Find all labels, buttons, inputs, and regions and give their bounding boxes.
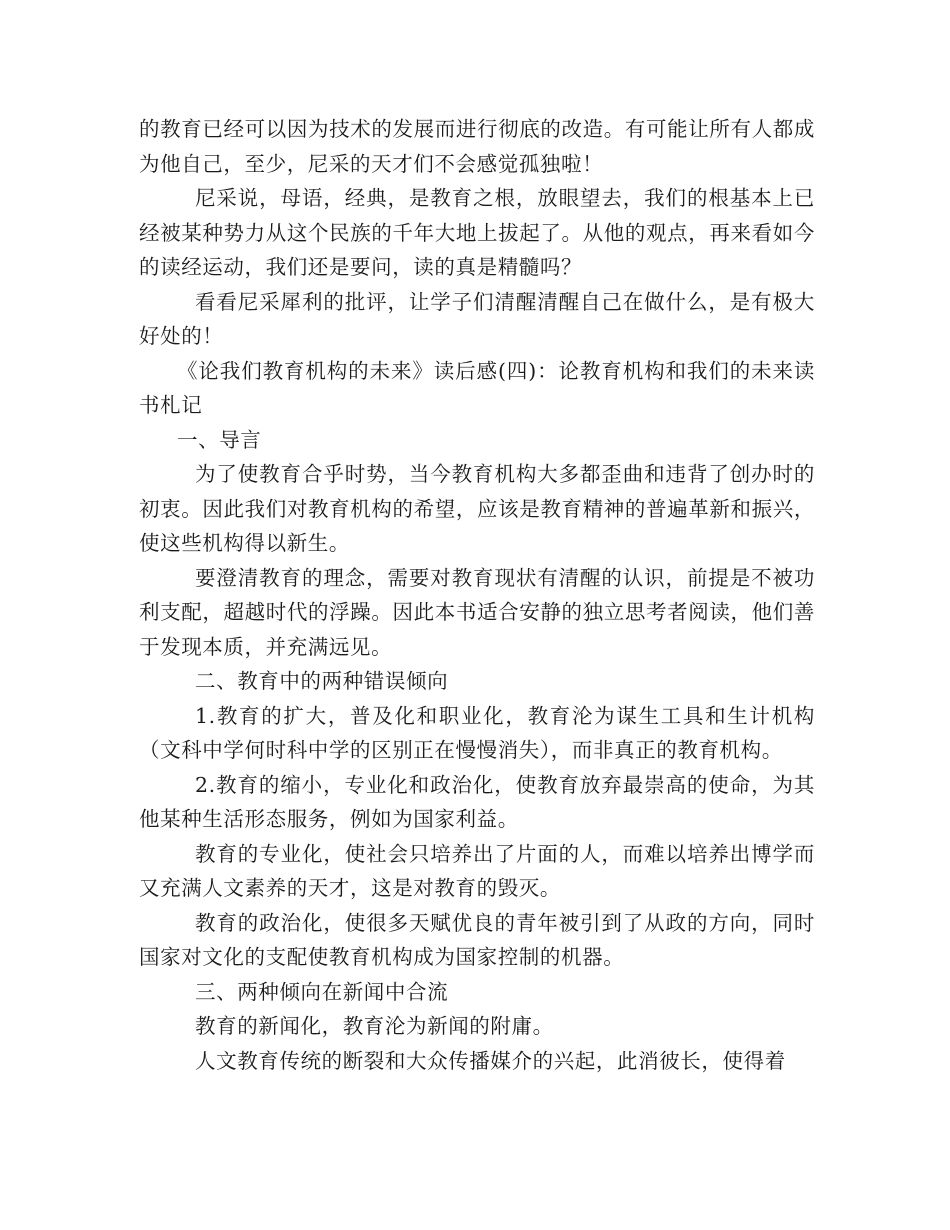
paragraph-nietzsche-mother-tongue: 尼采说，母语，经典，是教育之根，放眼望去，我们的根基本上已经被某种势力从这个民族的千年大地上拔起了。从他的观点，再来看如今的读经运动，我们还是要问，读的真是精髓吗？ xyxy=(139,186,815,279)
paragraph-specialization: 教育的专业化，使社会只培养出了片面的人，而难以培养出博学而又充满人文素养的天才，这是对教育的毁灭。 xyxy=(139,841,815,900)
heading-merge-in-news: 三、两种倾向在新闻中合流 xyxy=(195,979,449,1004)
paragraph-continuation: 的教育已经可以因为技术的发展而进行彻底的改造。有可能让所有人都成为他自己，至少，尼采的天才们不会感觉孤独啦！ xyxy=(139,117,815,176)
paragraph-nietzsche-critique: 看看尼采犀利的批评，让学子们清醒清醒自己在做什么，是有极大好处的！ xyxy=(139,289,815,348)
paragraph-humanities-tradition: 人文教育传统的断裂和大众传播媒介的兴起，此消彼长，使得着 xyxy=(195,1048,786,1073)
section-title-review-four: 《论我们教育机构的未来》读后感(四)：论教育机构和我们的未来读书札记 xyxy=(139,358,815,417)
document-body xyxy=(139,112,815,1078)
heading-two-tendencies: 二、教育中的两种错误倾向 xyxy=(195,669,449,693)
paragraph-intro-1: 为了使教育合乎时势，当今教育机构大多都歪曲和违背了创办时的初衷。因此我们对教育机构的希望，应该是教育精神的普遍革新和振兴，使这些机构得以新生。 xyxy=(139,462,815,555)
heading-introduction: 一、导言 xyxy=(177,427,262,452)
paragraph-politicization: 教育的政治化，使很多天赋优良的青年被引到了从政的方向，同时国家对文化的支配使教育机构成为国家控制的机器。 xyxy=(139,910,815,969)
paragraph-intro-2: 要澄清教育的理念，需要对教育现状有清醒的认识，前提是不被功利支配，超越时代的浮躁。因此本书适合安静的独立思考者阅读，他们善于发现本质，并充满远见。 xyxy=(139,565,815,659)
paragraph-news-education: 教育的新闻化，教育沦为新闻的附庸。 xyxy=(195,1014,554,1038)
paragraph-tendency-2: 2.教育的缩小，专业化和政治化，使教育放弃最崇高的使命，为其他某种生活形态服务，例如为国家利益。 xyxy=(139,772,815,831)
paragraph-tendency-1: 1.教育的扩大，普及化和职业化，教育沦为谋生工具和生计机构（文科中学何时科中学的区别正在慢慢消失），而非真正的教育机构。 xyxy=(139,703,815,762)
